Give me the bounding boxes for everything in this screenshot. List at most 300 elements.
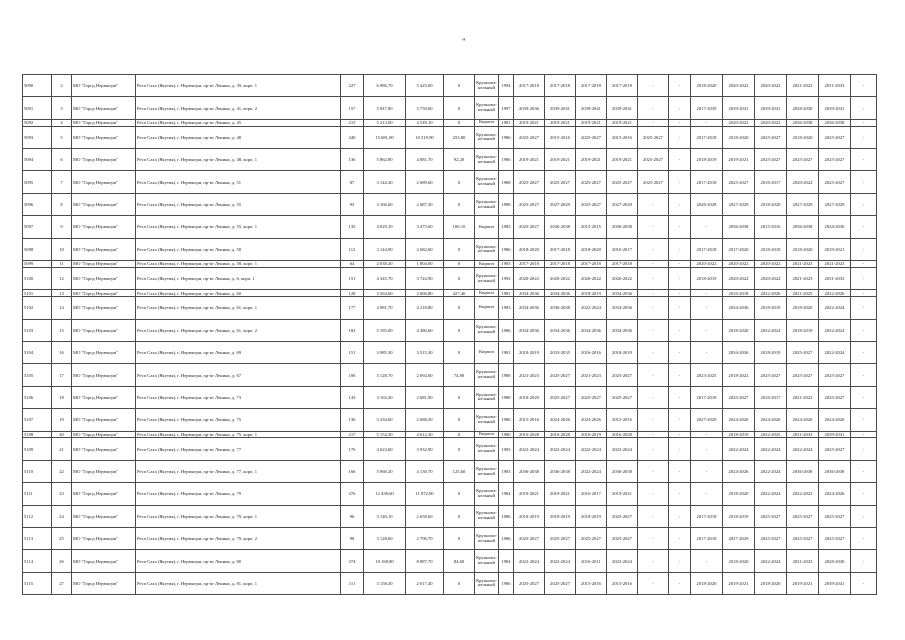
cell-p6: 2017-2039 bbox=[691, 97, 723, 119]
cell-p4: 2039-2041 bbox=[607, 97, 638, 119]
cell-p3: 2025-2027 bbox=[576, 171, 607, 193]
cell-p5: - bbox=[638, 341, 669, 363]
cell-p4: 2019-2021 bbox=[607, 483, 638, 505]
cell-p10: 2022-2024 bbox=[819, 341, 851, 363]
cell-p6: 2017-2018 bbox=[691, 126, 723, 148]
cell-p4: 2025-2027 bbox=[607, 386, 638, 408]
cell-id: 5096 bbox=[23, 193, 52, 215]
cell-area-total: 15 681,00 bbox=[364, 126, 406, 148]
cell-d2: - bbox=[851, 238, 877, 260]
table-body bbox=[23, 75, 877, 595]
cell-p8: 2018-2020 bbox=[755, 572, 787, 594]
cell-p6: 2018-2019 bbox=[691, 267, 723, 289]
cell-area-nonresidential: 74,80 bbox=[444, 364, 475, 386]
table-row bbox=[23, 438, 877, 460]
cell-p3: 2018-2019 bbox=[576, 505, 607, 527]
cell-area-nonresidential: 0 bbox=[444, 431, 475, 438]
cell-municipality: МО "Город Нерюнгри" bbox=[72, 364, 136, 386]
cell-p6: - bbox=[691, 550, 723, 572]
cell-p7: 2018-2022 bbox=[723, 364, 755, 386]
cell-p1: 2015-2016 bbox=[514, 409, 545, 431]
cell-number: 2 bbox=[52, 75, 72, 97]
cell-p9: 2021-2023 bbox=[787, 267, 819, 289]
cell-p5: - bbox=[638, 409, 669, 431]
cell-area-living: 2 681,90 bbox=[406, 386, 444, 408]
cell-address: Респ Саха (Якутия), г. Нерюнгри, пр-кт Ленина, д. 51 bbox=[136, 171, 341, 193]
cell-d1: - bbox=[669, 364, 691, 386]
cell-id: 5104 bbox=[23, 341, 52, 363]
cell-d1: - bbox=[669, 267, 691, 289]
cell-p10: 2025-2027 bbox=[819, 171, 851, 193]
cell-p3: 2039-2041 bbox=[576, 97, 607, 119]
cell-p5: - bbox=[638, 527, 669, 549]
cell-p1: 2025-2027 bbox=[514, 171, 545, 193]
cell-quantity: 182 bbox=[341, 319, 364, 341]
cell-wall-material: Кирпич bbox=[475, 119, 499, 126]
cell-p8: 2025-2027 bbox=[755, 527, 787, 549]
cell-p4: 2022-2024 bbox=[607, 550, 638, 572]
cell-p8: 2022-2024 bbox=[755, 550, 787, 572]
table-row bbox=[23, 431, 877, 438]
cell-p7: 2025-2027 bbox=[723, 386, 755, 408]
cell-p5: - bbox=[638, 238, 669, 260]
cell-p8: 2022-2026 bbox=[755, 290, 787, 297]
cell-address: Респ Саха (Якутия), г. Нерюнгри, пр-кт Ленина, д. 81, корп. 1 bbox=[136, 572, 341, 594]
table-row bbox=[23, 193, 877, 215]
cell-p1: 2025-2027 bbox=[514, 126, 545, 148]
cell-d2: - bbox=[851, 297, 877, 319]
table-row bbox=[23, 341, 877, 363]
cell-p8: 2022-2024 bbox=[755, 460, 787, 482]
cell-quantity: 476 bbox=[341, 483, 364, 505]
cell-p9: 2018-2020 bbox=[787, 126, 819, 148]
cell-p10: 2034-2036 bbox=[819, 216, 851, 238]
cell-area-living: 2 617,40 bbox=[406, 572, 444, 594]
cell-p7: 2025-2027 bbox=[723, 171, 755, 193]
cell-number: 13 bbox=[52, 290, 72, 297]
cell-municipality: МО "Город Нерюнгри" bbox=[72, 119, 136, 126]
cell-area-living: 3 515,30 bbox=[406, 341, 444, 363]
cell-wall-material: Кирпич bbox=[475, 216, 499, 238]
cell-year-built: 1980 bbox=[499, 431, 514, 438]
cell-area-nonresidential: 0 bbox=[444, 297, 475, 319]
cell-p9: 2024-2026 bbox=[787, 409, 819, 431]
cell-p4: 2022-2024 bbox=[607, 438, 638, 460]
cell-p9: 2019-2021 bbox=[787, 572, 819, 594]
cell-id: 5110 bbox=[23, 460, 52, 482]
cell-p3: 2022-2024 bbox=[576, 297, 607, 319]
cell-p2: 2019-2021 bbox=[545, 483, 576, 505]
cell-p2: 2017-2018 bbox=[545, 261, 576, 268]
cell-p8: 2020-2022 bbox=[755, 267, 787, 289]
cell-id: 5113 bbox=[23, 527, 52, 549]
cell-year-built: 1986 bbox=[499, 238, 514, 260]
cell-p9: 2021-2025 bbox=[787, 290, 819, 297]
cell-p1: 2036-2038 bbox=[514, 460, 545, 482]
table-row bbox=[23, 505, 877, 527]
cell-p5: - bbox=[638, 290, 669, 297]
cell-number: 16 bbox=[52, 341, 72, 363]
cell-p9: 2018-2020 bbox=[787, 297, 819, 319]
cell-id: 5101 bbox=[23, 290, 52, 297]
cell-d1: - bbox=[669, 483, 691, 505]
cell-p7: 2020-2022 bbox=[723, 75, 755, 97]
cell-p2: 2027-2029 bbox=[545, 193, 576, 215]
cell-address: Респ Саха (Якутия), г. Нерюнгри, пр-кт Ленина, д. 55, корп. 1 bbox=[136, 216, 341, 238]
cell-p2: 2036-2038 bbox=[545, 297, 576, 319]
cell-number: 27 bbox=[52, 572, 72, 594]
cell-p3: 2021-2023 bbox=[576, 364, 607, 386]
cell-p10: 2036-2038 bbox=[819, 119, 851, 126]
cell-p2: 2017-2018 bbox=[545, 238, 576, 260]
cell-d1: - bbox=[669, 438, 691, 460]
cell-year-built: 1988 bbox=[499, 171, 514, 193]
cell-year-built: 1983 bbox=[499, 297, 514, 319]
cell-area-nonresidential: 0 bbox=[444, 341, 475, 363]
cell-area-nonresidential: 0 bbox=[444, 171, 475, 193]
cell-d2: - bbox=[851, 483, 877, 505]
cell-area-living: 2 692,60 bbox=[406, 364, 444, 386]
cell-d2: - bbox=[851, 460, 877, 482]
cell-p8: 2022-2024 bbox=[755, 483, 787, 505]
cell-p5: - bbox=[638, 572, 669, 594]
cell-wall-material: Крупнопа- нельный bbox=[475, 238, 499, 260]
cell-p7: 2020-2022 bbox=[723, 119, 755, 126]
cell-id: 5114 bbox=[23, 550, 52, 572]
cell-p5: - bbox=[638, 319, 669, 341]
cell-wall-material: Крупнопа- нельный bbox=[475, 171, 499, 193]
cell-d2: - bbox=[851, 364, 877, 386]
cell-number: 20 bbox=[52, 431, 72, 438]
cell-p1: 2025-2027 bbox=[514, 193, 545, 215]
cell-area-living: 8 887,70 bbox=[406, 550, 444, 572]
cell-municipality: МО "Город Нерюнгри" bbox=[72, 386, 136, 408]
cell-number: 23 bbox=[52, 483, 72, 505]
cell-p1: 2019-2021 bbox=[514, 149, 545, 171]
cell-p2: 2016-2028 bbox=[545, 431, 576, 438]
cell-p5: - bbox=[638, 550, 669, 572]
cell-p8: 2039-2041 bbox=[755, 97, 787, 119]
cell-p7: 2018-2020 bbox=[723, 126, 755, 148]
cell-p9: 2021-2023 bbox=[787, 550, 819, 572]
cell-p3: 2018-2020 bbox=[576, 238, 607, 260]
cell-p8: 2018-2019 bbox=[755, 297, 787, 319]
cell-area-nonresidential: 0 bbox=[444, 572, 475, 594]
cell-area-total: 5 862,80 bbox=[364, 149, 406, 171]
cell-d1: - bbox=[669, 238, 691, 260]
cell-p10: 2024-2026 bbox=[819, 483, 851, 505]
cell-area-living: 4 612,30 bbox=[406, 431, 444, 438]
cell-municipality: МО "Город Нерюнгри" bbox=[72, 341, 136, 363]
cell-address: Респ Саха (Якутия), г. Нерюнгри, пр-кт Ленина, д. 58 bbox=[136, 238, 341, 260]
cell-number: 3 bbox=[52, 97, 72, 119]
cell-p10: 2027-2029 bbox=[819, 193, 851, 215]
cell-number: 19 bbox=[52, 409, 72, 431]
cell-number: 10 bbox=[52, 238, 72, 260]
cell-area-living: 11 072,00 bbox=[406, 483, 444, 505]
cell-p2: 2020-2022 bbox=[545, 267, 576, 289]
cell-p4: 2036-2038 bbox=[607, 460, 638, 482]
cell-quantity: 151 bbox=[341, 267, 364, 289]
cell-number: 17 bbox=[52, 364, 72, 386]
cell-p7: 2027-2029 bbox=[723, 527, 755, 549]
cell-wall-material: Крупнопа- нельный bbox=[475, 438, 499, 460]
cell-address: Респ Саха (Якутия), г. Нерюнгри, пр-кт Ленина, д. 45 bbox=[136, 119, 341, 126]
cell-area-total: 3 140,10 bbox=[364, 505, 406, 527]
cell-year-built: 1986 bbox=[499, 149, 514, 171]
cell-year-built: 1981 bbox=[499, 119, 514, 126]
cell-year-built: 1988 bbox=[499, 386, 514, 408]
cell-id: 5109 bbox=[23, 438, 52, 460]
cell-id: 5108 bbox=[23, 431, 52, 438]
cell-p9: 2025-2027 bbox=[787, 505, 819, 527]
cell-p3: 2018-2019 bbox=[576, 290, 607, 297]
cell-p10: 2036-2038 bbox=[819, 460, 851, 482]
table-row bbox=[23, 364, 877, 386]
cell-wall-material: Крупнопа- нельный bbox=[475, 364, 499, 386]
cell-d2: - bbox=[851, 431, 877, 438]
cell-p3: 2016-2016 bbox=[576, 341, 607, 363]
cell-p10: 2028-2030 bbox=[819, 550, 851, 572]
cell-address: Респ Саха (Якутия), г. Нерюнгри, пр-кт Ленина, д. 48 bbox=[136, 126, 341, 148]
cell-number: 8 bbox=[52, 193, 72, 215]
cell-address: Респ Саха (Якутия), г. Нерюнгри, пр-кт Ленина, д. 61, корп. 2 bbox=[136, 319, 341, 341]
cell-area-total: 3 128,60 bbox=[364, 527, 406, 549]
cell-year-built: 1981 bbox=[499, 341, 514, 363]
table-row bbox=[23, 261, 877, 268]
cell-wall-material: Крупнопа- нельный bbox=[475, 193, 499, 215]
cell-p3: 2022-2024 bbox=[576, 460, 607, 482]
cell-number: 21 bbox=[52, 438, 72, 460]
cell-id: 5105 bbox=[23, 364, 52, 386]
cell-p6: 2017-2018 bbox=[691, 238, 723, 260]
cell-municipality: МО "Город Нерюнгри" bbox=[72, 290, 136, 297]
cell-d2: - bbox=[851, 193, 877, 215]
cell-p8: 2025-2027 bbox=[755, 364, 787, 386]
cell-p5: - bbox=[638, 386, 669, 408]
cell-p4: 2025-2027 bbox=[607, 171, 638, 193]
cell-year-built: 1983 bbox=[499, 460, 514, 482]
cell-area-living: 1 804,00 bbox=[406, 261, 444, 268]
cell-p1: 2034-2036 bbox=[514, 297, 545, 319]
cell-area-nonresidential: 0 bbox=[444, 261, 475, 268]
cell-p10: 2022-2024 bbox=[819, 297, 851, 319]
cell-municipality: МО "Город Нерюнгри" bbox=[72, 431, 136, 438]
cell-area-nonresidential: 0 bbox=[444, 75, 475, 97]
cell-d1: - bbox=[669, 460, 691, 482]
cell-p6: - bbox=[691, 431, 723, 438]
cell-id: 5097 bbox=[23, 216, 52, 238]
cell-p4: 2017-2018 bbox=[607, 75, 638, 97]
cell-area-living: 4 881,70 bbox=[406, 149, 444, 171]
cell-p6: - bbox=[691, 119, 723, 126]
cell-p3: 2017-2018 bbox=[576, 75, 607, 97]
cell-p8: 2025-2027 bbox=[755, 505, 787, 527]
cell-p4: 2027-2029 bbox=[607, 193, 638, 215]
cell-p5: - bbox=[638, 216, 669, 238]
cell-id: 5093 bbox=[23, 126, 52, 148]
cell-p3: 2024-2026 bbox=[576, 409, 607, 431]
cell-id: 5095 bbox=[23, 171, 52, 193]
cell-p3: 2022-2024 bbox=[576, 438, 607, 460]
cell-area-nonresidential: 0 bbox=[444, 193, 475, 215]
cell-p5: - bbox=[638, 364, 669, 386]
cell-quantity: 157 bbox=[341, 97, 364, 119]
cell-number: 5 bbox=[52, 126, 72, 148]
cell-area-living: 4 130,70 bbox=[406, 460, 444, 482]
cell-area-total: 4 981,70 bbox=[364, 297, 406, 319]
cell-quantity: 440 bbox=[341, 126, 364, 148]
cell-quantity: 166 bbox=[341, 460, 364, 482]
cell-p10: 2031-2033 bbox=[819, 267, 851, 289]
cell-year-built: 1986 bbox=[499, 409, 514, 431]
cell-year-built: 1986 bbox=[499, 527, 514, 549]
cell-d1: - bbox=[669, 505, 691, 527]
cell-id: 5090 bbox=[23, 75, 52, 97]
cell-area-living: 5 425,00 bbox=[406, 75, 444, 97]
housing-register-table bbox=[22, 74, 877, 595]
cell-municipality: МО "Город Нерюнгри" bbox=[72, 149, 136, 171]
cell-p3: 2025-2027 bbox=[576, 527, 607, 549]
cell-p9: 2021-2023 bbox=[787, 386, 819, 408]
cell-p5: - bbox=[638, 297, 669, 319]
cell-id: 5094 bbox=[23, 149, 52, 171]
cell-p2: 2017-2018 bbox=[545, 75, 576, 97]
cell-p6: 2017-2018 bbox=[691, 171, 723, 193]
cell-p3: 2019-2021 bbox=[576, 149, 607, 171]
cell-p5: 2025-2027 bbox=[638, 126, 669, 148]
cell-p5: - bbox=[638, 267, 669, 289]
cell-municipality: МО "Город Нерюнгри" bbox=[72, 216, 136, 238]
cell-municipality: МО "Город Нерюнгри" bbox=[72, 97, 136, 119]
cell-quantity: 136 bbox=[341, 409, 364, 431]
cell-p1: 2020-2022 bbox=[514, 267, 545, 289]
cell-d1: - bbox=[669, 572, 691, 594]
cell-d2: - bbox=[851, 216, 877, 238]
cell-p10: 2022-2024 bbox=[819, 319, 851, 341]
cell-wall-material: Крупнопа- нельный bbox=[475, 386, 499, 408]
cell-p8: 2022-2025 bbox=[755, 431, 787, 438]
cell-p1: 2021-2023 bbox=[514, 364, 545, 386]
cell-area-living: 2 666,80 bbox=[406, 290, 444, 297]
cell-p10: 2039-2041 bbox=[819, 431, 851, 438]
cell-area-total: 12 438,60 bbox=[364, 483, 406, 505]
cell-p8: 2018-2020 bbox=[755, 193, 787, 215]
cell-d1: - bbox=[669, 171, 691, 193]
cell-p10: 2019-2021 bbox=[819, 238, 851, 260]
cell-id: 5107 bbox=[23, 409, 52, 431]
cell-p1: 2016-2028 bbox=[514, 431, 545, 438]
cell-area-living: 3 759,60 bbox=[406, 97, 444, 119]
cell-d1: - bbox=[669, 216, 691, 238]
cell-d1: - bbox=[669, 126, 691, 148]
cell-p7: 2036-2038 bbox=[723, 216, 755, 238]
cell-municipality: МО "Город Нерюнгри" bbox=[72, 409, 136, 431]
cell-wall-material: Крупнопа- нельный bbox=[475, 409, 499, 431]
cell-quantity: 96 bbox=[341, 505, 364, 527]
cell-area-total: 4 029,10 bbox=[364, 216, 406, 238]
cell-quantity: 374 bbox=[341, 550, 364, 572]
cell-wall-material: Крупнопа- нельный bbox=[475, 505, 499, 527]
page-mark: " bbox=[462, 37, 466, 47]
cell-p7: 2027-2029 bbox=[723, 193, 755, 215]
cell-p8: 2015-2016 bbox=[755, 216, 787, 238]
cell-p9: 2018-2019 bbox=[787, 319, 819, 341]
cell-p7: 2018-2019 bbox=[723, 505, 755, 527]
cell-p6: 2020-2022 bbox=[691, 261, 723, 268]
table-row bbox=[23, 386, 877, 408]
cell-area-total: 3 144,90 bbox=[364, 238, 406, 260]
cell-address: Респ Саха (Якутия), г. Нерюнгри, пр-кт Ленина, д. 61, корп. 1 bbox=[136, 297, 341, 319]
table-row bbox=[23, 216, 877, 238]
cell-p9: 2031-2033 bbox=[787, 431, 819, 438]
cell-p10: 2039-2041 bbox=[819, 97, 851, 119]
cell-municipality: МО "Город Нерюнгри" bbox=[72, 171, 136, 193]
cell-p9: 2025-2027 bbox=[787, 149, 819, 171]
cell-address: Респ Саха (Якутия), г. Нерюнгри, пр-кт Ленина, д. 77, корп. 1 bbox=[136, 460, 341, 482]
table-row bbox=[23, 290, 877, 297]
cell-address: Респ Саха (Якутия), г. Нерюнгри, пр-кт Ленина, д. 55 bbox=[136, 193, 341, 215]
cell-p7: 2018-2020 bbox=[723, 483, 755, 505]
cell-p7: 2020-2022 bbox=[723, 267, 755, 289]
cell-area-living: 2 682,60 bbox=[406, 238, 444, 260]
cell-p6: 2018-2020 bbox=[691, 75, 723, 97]
cell-id: 5100 bbox=[23, 267, 52, 289]
cell-p1: 2017-2018 bbox=[514, 261, 545, 268]
cell-address: Респ Саха (Якутия), г. Нерюнгри, пр-кт Ленина, д. 80 bbox=[136, 550, 341, 572]
table-row bbox=[23, 460, 877, 482]
cell-municipality: МО "Город Нерюнгри" bbox=[72, 572, 136, 594]
cell-number: 11 bbox=[52, 261, 72, 268]
cell-p4: 2017-2018 bbox=[607, 261, 638, 268]
cell-area-total: 6 986,70 bbox=[364, 75, 406, 97]
cell-p2: 2025-2027 bbox=[545, 386, 576, 408]
cell-p4: 2018-2019 bbox=[607, 341, 638, 363]
cell-p9: 2021-2023 bbox=[787, 261, 819, 268]
cell-id: 5102 bbox=[23, 297, 52, 319]
cell-p2: 2034-2036 bbox=[545, 319, 576, 341]
cell-wall-material: Крупнопа- нельный bbox=[475, 126, 499, 148]
cell-d2: - bbox=[851, 319, 877, 341]
cell-year-built: 1981 bbox=[499, 290, 514, 297]
cell-area-living: 2 687,30 bbox=[406, 193, 444, 215]
cell-area-living: 3 724,90 bbox=[406, 267, 444, 289]
cell-p6: 2018-2019 bbox=[691, 149, 723, 171]
cell-wall-material: Крупнопа- нельный bbox=[475, 572, 499, 594]
cell-p1: 2025-2027 bbox=[514, 527, 545, 549]
cell-municipality: МО "Город Нерюнгри" bbox=[72, 75, 136, 97]
cell-p9: 2027-2029 bbox=[787, 193, 819, 215]
cell-p3: 2015-2015 bbox=[576, 216, 607, 238]
cell-p3: 2034-2036 bbox=[576, 319, 607, 341]
cell-municipality: МО "Город Нерюнгри" bbox=[72, 527, 136, 549]
cell-quantity: 217 bbox=[341, 431, 364, 438]
cell-p4: 2019-2021 bbox=[607, 119, 638, 126]
cell-p2: 2036-2038 bbox=[545, 460, 576, 482]
cell-p7: 2034-2036 bbox=[723, 297, 755, 319]
cell-area-total: 3 144,30 bbox=[364, 171, 406, 193]
cell-p2: 2025-2027 bbox=[545, 364, 576, 386]
cell-area-nonresidential: 0 bbox=[444, 238, 475, 260]
cell-p10: 2025-2027 bbox=[819, 527, 851, 549]
cell-address: Респ Саха (Якутия), г. Нерюнгри, пр-кт Ленина, д. 75, корп. 1 bbox=[136, 431, 341, 438]
cell-area-total: 3 166,60 bbox=[364, 193, 406, 215]
cell-number: 14 bbox=[52, 297, 72, 319]
cell-id: 5091 bbox=[23, 97, 52, 119]
cell-p4: 2016-2017 bbox=[607, 238, 638, 260]
cell-area-living: 4 480,60 bbox=[406, 319, 444, 341]
cell-p9: 2028-2030 bbox=[787, 97, 819, 119]
